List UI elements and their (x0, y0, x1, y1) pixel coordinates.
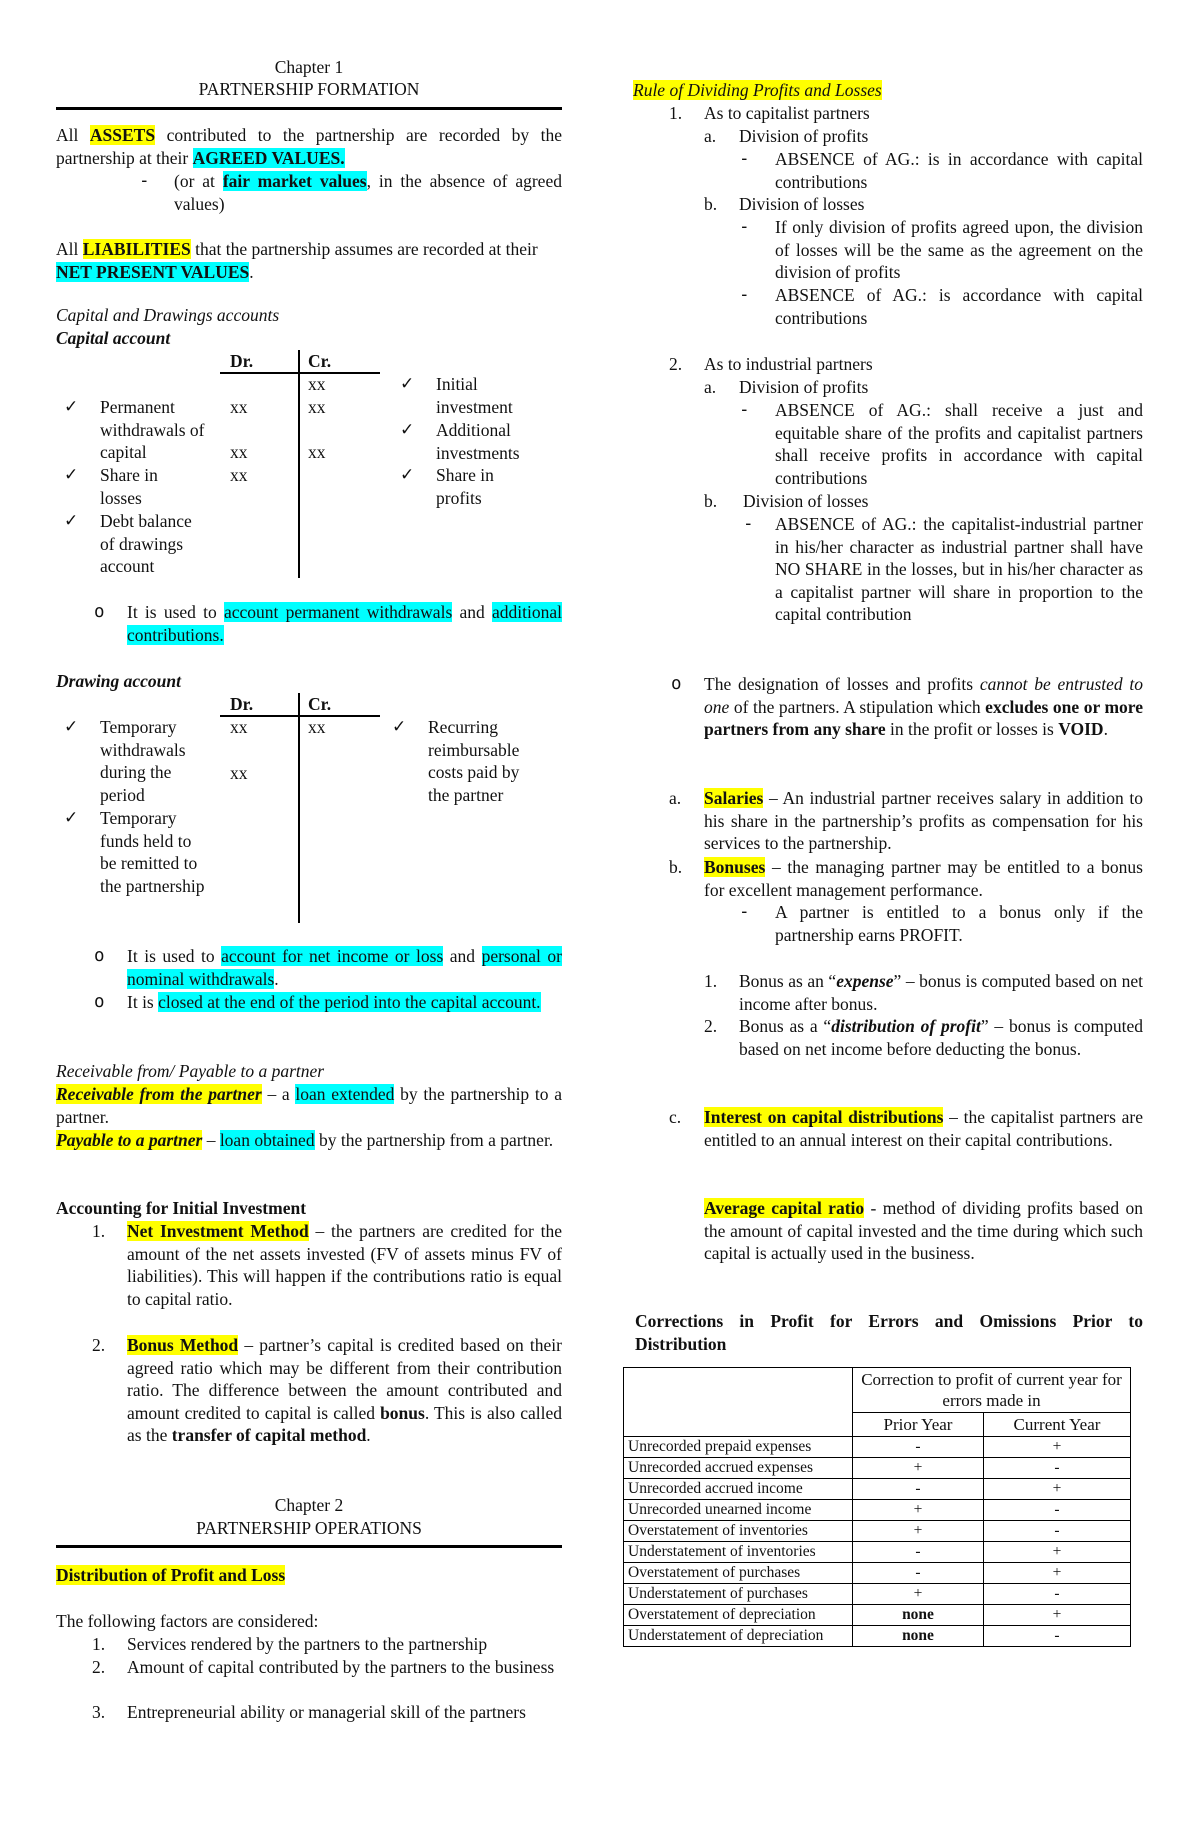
capital-dr-amount: xx (230, 397, 248, 417)
interest-paragraph: Interest on capital distributions – the capitalist partners are entitled to an annual interest on their capital contributions. (704, 1107, 1143, 1150)
liabilities-paragraph: All LIABILITIES that the partnership assumes are recorded at their NET PRESENT VALUES. (56, 239, 538, 282)
column-header-prior: Prior Year (853, 1413, 984, 1437)
capitalist-losses-heading: Division of losses (739, 194, 865, 214)
drawing-credit-item: Recurring reimbursable costs paid by the partner (428, 717, 520, 805)
factor-item: Amount of capital contributed by the partners to the business (127, 1657, 555, 1677)
initial-investment-heading: Accounting for Initial Investment (56, 1198, 307, 1218)
row-label: Understatement of purchases (624, 1584, 853, 1605)
list-letter: b. (669, 857, 683, 877)
industrial-profits-heading: Division of profits (739, 377, 869, 397)
table-row (624, 1479, 1131, 1500)
rule-dividing-heading: Rule of Dividing Profits and Losses (633, 80, 882, 100)
check-icon: ✓ (64, 465, 79, 485)
list-letter: b. (704, 491, 718, 511)
check-icon: ✓ (400, 374, 415, 394)
table-row (624, 1437, 1131, 1458)
drawing-cr-amount: xx (308, 717, 326, 737)
capitalist-losses-rule: ABSENCE of AG.: is accordance with capital contributions (775, 285, 1143, 328)
current-year-cell: + (984, 1437, 1131, 1458)
chapter-1-label: Chapter 1 (274, 57, 344, 77)
capital-cr-amount: xx (308, 374, 326, 394)
bullet-dash: - (739, 285, 750, 305)
current-year-cell: - (984, 1500, 1131, 1521)
drawing-note-2: It is closed at the end of the period into the capital account. (127, 992, 541, 1012)
row-label: Unrecorded accrued expenses (624, 1458, 853, 1479)
current-year-cell: - (984, 1458, 1131, 1479)
current-year-cell: - (984, 1521, 1131, 1542)
table-header: Correction to profit of current year for errors made in (853, 1368, 1131, 1413)
current-year-cell: - (984, 1584, 1131, 1605)
list-letter: b. (704, 194, 718, 214)
bullet-dash: - (739, 149, 750, 169)
drawing-account-heading: Drawing account (56, 671, 181, 691)
capital-dr-amount: xx (230, 442, 248, 462)
capital-t-top (220, 372, 380, 374)
list-number: 3. (92, 1702, 106, 1722)
row-label: Understatement of depreciation (624, 1626, 853, 1647)
table-row (624, 1458, 1131, 1479)
capital-dr-label: Dr. (230, 351, 254, 371)
check-icon: ✓ (64, 808, 79, 828)
bullet-circle: o (94, 992, 105, 1012)
drawing-t-divider (298, 693, 300, 923)
average-capital-ratio: Average capital ratio - method of dividing profits based on the amount of capital invested and the time during which such capital is actually used in the business. (704, 1198, 1143, 1263)
capital-account-heading: Capital account (56, 328, 171, 348)
chapter-1-title: PARTNERSHIP FORMATION (198, 79, 420, 99)
table-row (624, 1626, 1131, 1647)
chapter-2-rule (56, 1545, 562, 1548)
drawing-dr-label: Dr. (230, 694, 254, 714)
industrial-heading: As to industrial partners (704, 354, 873, 374)
bonus-method: Bonus Method – partner’s capital is credited based on their agreed ratio which may be different from their contribution ratio. The difference between the amount contributed and amount credited to capital is called bonus. This is also called as the transfer of capital method. (127, 1335, 563, 1445)
prior-year-cell: + (853, 1458, 984, 1479)
row-label: Unrecorded accrued income (624, 1479, 853, 1500)
capital-drawings-heading: Capital and Drawings accounts (56, 305, 280, 325)
check-icon: ✓ (64, 397, 79, 417)
capitalist-profits-heading: Division of profits (739, 126, 869, 146)
prior-year-cell: - (853, 1479, 984, 1500)
capital-cr-amount: xx (308, 442, 326, 462)
receivable-heading: Receivable from/ Payable to a partner (56, 1061, 325, 1081)
capital-credit-item: Share in profits (436, 465, 494, 508)
list-letter: c. (669, 1107, 682, 1127)
bullet-dash: - (743, 514, 754, 534)
list-number: 1. (92, 1634, 106, 1654)
row-label: Overstatement of depreciation (624, 1605, 853, 1626)
table-row (624, 1605, 1131, 1626)
capital-debit-item: Debt balance of drawings account (100, 511, 192, 576)
bullet-dash: - (139, 171, 150, 191)
list-number: 2. (704, 1016, 718, 1036)
factor-item: Services rendered by the partners to the partnership (127, 1634, 488, 1654)
bullet-dash: - (739, 217, 750, 237)
list-number: 2. (92, 1657, 106, 1677)
receivable-definition: Receivable from the partner – a loan extended by the partnership to a partner. (56, 1084, 562, 1127)
prior-year-cell: + (853, 1584, 984, 1605)
row-label: Unrecorded prepaid expenses (624, 1437, 853, 1458)
corrections-table (623, 1367, 1131, 1647)
column-header-current: Current Year (984, 1413, 1131, 1437)
assets-paragraph: All ASSETS contributed to the partnership are recorded by the partnership at their AGREED VALUES. (56, 125, 562, 168)
capital-debit-item: Share in losses (100, 465, 158, 508)
bonuses-paragraph: Bonuses – the managing partner may be entitled to a bonus for excellent management performance. (704, 857, 1143, 900)
list-letter: a. (704, 126, 717, 146)
prior-year-cell: - (853, 1563, 984, 1584)
salaries-paragraph: Salaries – An industrial partner receives salary in addition to his share in the partnership’s profits as compensation for his services to the partnership. (704, 788, 1143, 853)
payable-definition: Payable to a partner – loan obtained by the partnership from a partner. (56, 1130, 554, 1150)
bonus-profit-note: A partner is entitled to a bonus only if the partnership earns PROFIT. (775, 902, 1143, 945)
industrial-losses-rule: ABSENCE of AG.: the capitalist-industrial partner in his/her character as industrial partner shall have NO SHARE in the losses, but in his/her character as a capitalist partner will share in proportion to the capital contribution (775, 514, 1143, 624)
capitalist-profits-rule: ABSENCE of AG.: is in accordance with capital contributions (775, 149, 1143, 192)
chapter-2-label: Chapter 2 (274, 1495, 344, 1515)
capital-account-note: It is used to account permanent withdrawals and additional contributions. (127, 602, 562, 645)
row-label: Unrecorded unearned income (624, 1500, 853, 1521)
table-corner (624, 1368, 853, 1437)
list-letter: a. (704, 377, 717, 397)
capital-dr-amount: xx (230, 465, 248, 485)
capital-cr-amount: xx (308, 397, 326, 417)
current-year-cell: - (984, 1626, 1131, 1647)
bonus-distribution: Bonus as a “distribution of profit” – bonus is computed based on net income before deducting the bonus. (739, 1016, 1143, 1059)
drawing-dr-amount: xx (230, 717, 248, 737)
table-row (624, 1500, 1131, 1521)
current-year-cell: + (984, 1479, 1131, 1500)
distribution-heading: Distribution of Profit and Loss (56, 1565, 286, 1585)
list-number: 1. (704, 971, 718, 991)
assets-fair-value-note: (or at fair market values, in the absence of agreed values) (174, 171, 562, 214)
prior-year-cell: none (853, 1626, 984, 1647)
drawing-dr-amount: xx (230, 763, 248, 783)
drawing-debit-item: Temporary withdrawals during the period (100, 717, 186, 805)
list-letter: a. (669, 788, 682, 808)
bullet-circle: o (94, 946, 105, 966)
bonus-expense: Bonus as an “expense” – bonus is computed based on net income after bonus. (739, 971, 1143, 1014)
check-icon: ✓ (400, 465, 415, 485)
prior-year-cell: + (853, 1521, 984, 1542)
list-number: 1. (669, 103, 683, 123)
table-row (624, 1563, 1131, 1584)
drawing-debit-item: Temporary funds held to be remitted to the partnership (100, 808, 205, 896)
check-icon: ✓ (64, 717, 79, 737)
prior-year-cell: - (853, 1542, 984, 1563)
current-year-cell: + (984, 1605, 1131, 1626)
drawing-note-1: It is used to account for net income or loss and personal or nominal withdrawals. (127, 946, 562, 989)
capitalist-heading: As to capitalist partners (704, 103, 870, 123)
capital-t-divider (298, 350, 300, 578)
distribution-intro: The following factors are considered: (56, 1611, 319, 1631)
bullet-circle: o (94, 602, 105, 622)
prior-year-cell: none (853, 1605, 984, 1626)
factor-item: Entrepreneurial ability or managerial skill of the partners (127, 1702, 526, 1722)
corrections-heading: Corrections in Profit for Errors and Omissions Prior to Distribution (635, 1311, 1143, 1354)
table-row (624, 1584, 1131, 1605)
net-investment-method: Net Investment Method – the partners are credited for the amount of the net assets invested (FV of assets minus FV of liabilities). This will happen if the contributions ratio is equal to capital ratio. (127, 1221, 562, 1309)
check-icon: ✓ (64, 511, 79, 531)
list-number: 2. (669, 354, 683, 374)
chapter-1-rule (56, 107, 562, 110)
prior-year-cell: - (853, 1437, 984, 1458)
row-label: Overstatement of inventories (624, 1521, 853, 1542)
list-number: 2. (92, 1335, 106, 1355)
table-row (624, 1521, 1131, 1542)
capital-cr-label: Cr. (308, 351, 332, 371)
table-row (624, 1542, 1131, 1563)
industrial-profits-rule: ABSENCE of AG.: shall receive a just and equitable share of the profits and capitalist partners shall receive profits in accordance with capital contributions (775, 400, 1143, 488)
drawing-cr-label: Cr. (308, 694, 332, 714)
designation-paragraph: The designation of losses and profits cannot be entrusted to one of the partners. A stipulation which excludes one or more partners from any share in the profit or losses is VOID. (704, 674, 1144, 739)
capital-credit-item: Additional investments (436, 420, 520, 463)
row-label: Understatement of inventories (624, 1542, 853, 1563)
bullet-circle: o (671, 674, 682, 694)
check-icon: ✓ (400, 420, 415, 440)
current-year-cell: + (984, 1563, 1131, 1584)
capital-debit-item: Permanent withdrawals of capital (100, 397, 205, 462)
industrial-losses-heading: Division of losses (743, 491, 869, 511)
list-number: 1. (92, 1221, 106, 1241)
capital-credit-item: Initial investment (436, 374, 513, 417)
check-icon: ✓ (392, 717, 407, 737)
current-year-cell: + (984, 1542, 1131, 1563)
bullet-dash: - (739, 400, 750, 420)
bullet-dash: - (739, 902, 750, 922)
row-label: Overstatement of purchases (624, 1563, 853, 1584)
chapter-2-title: PARTNERSHIP OPERATIONS (196, 1518, 422, 1538)
prior-year-cell: + (853, 1500, 984, 1521)
capitalist-losses-rule: If only division of profits agreed upon, the division of losses will be the same as the agreement on the division of profits (775, 217, 1143, 282)
